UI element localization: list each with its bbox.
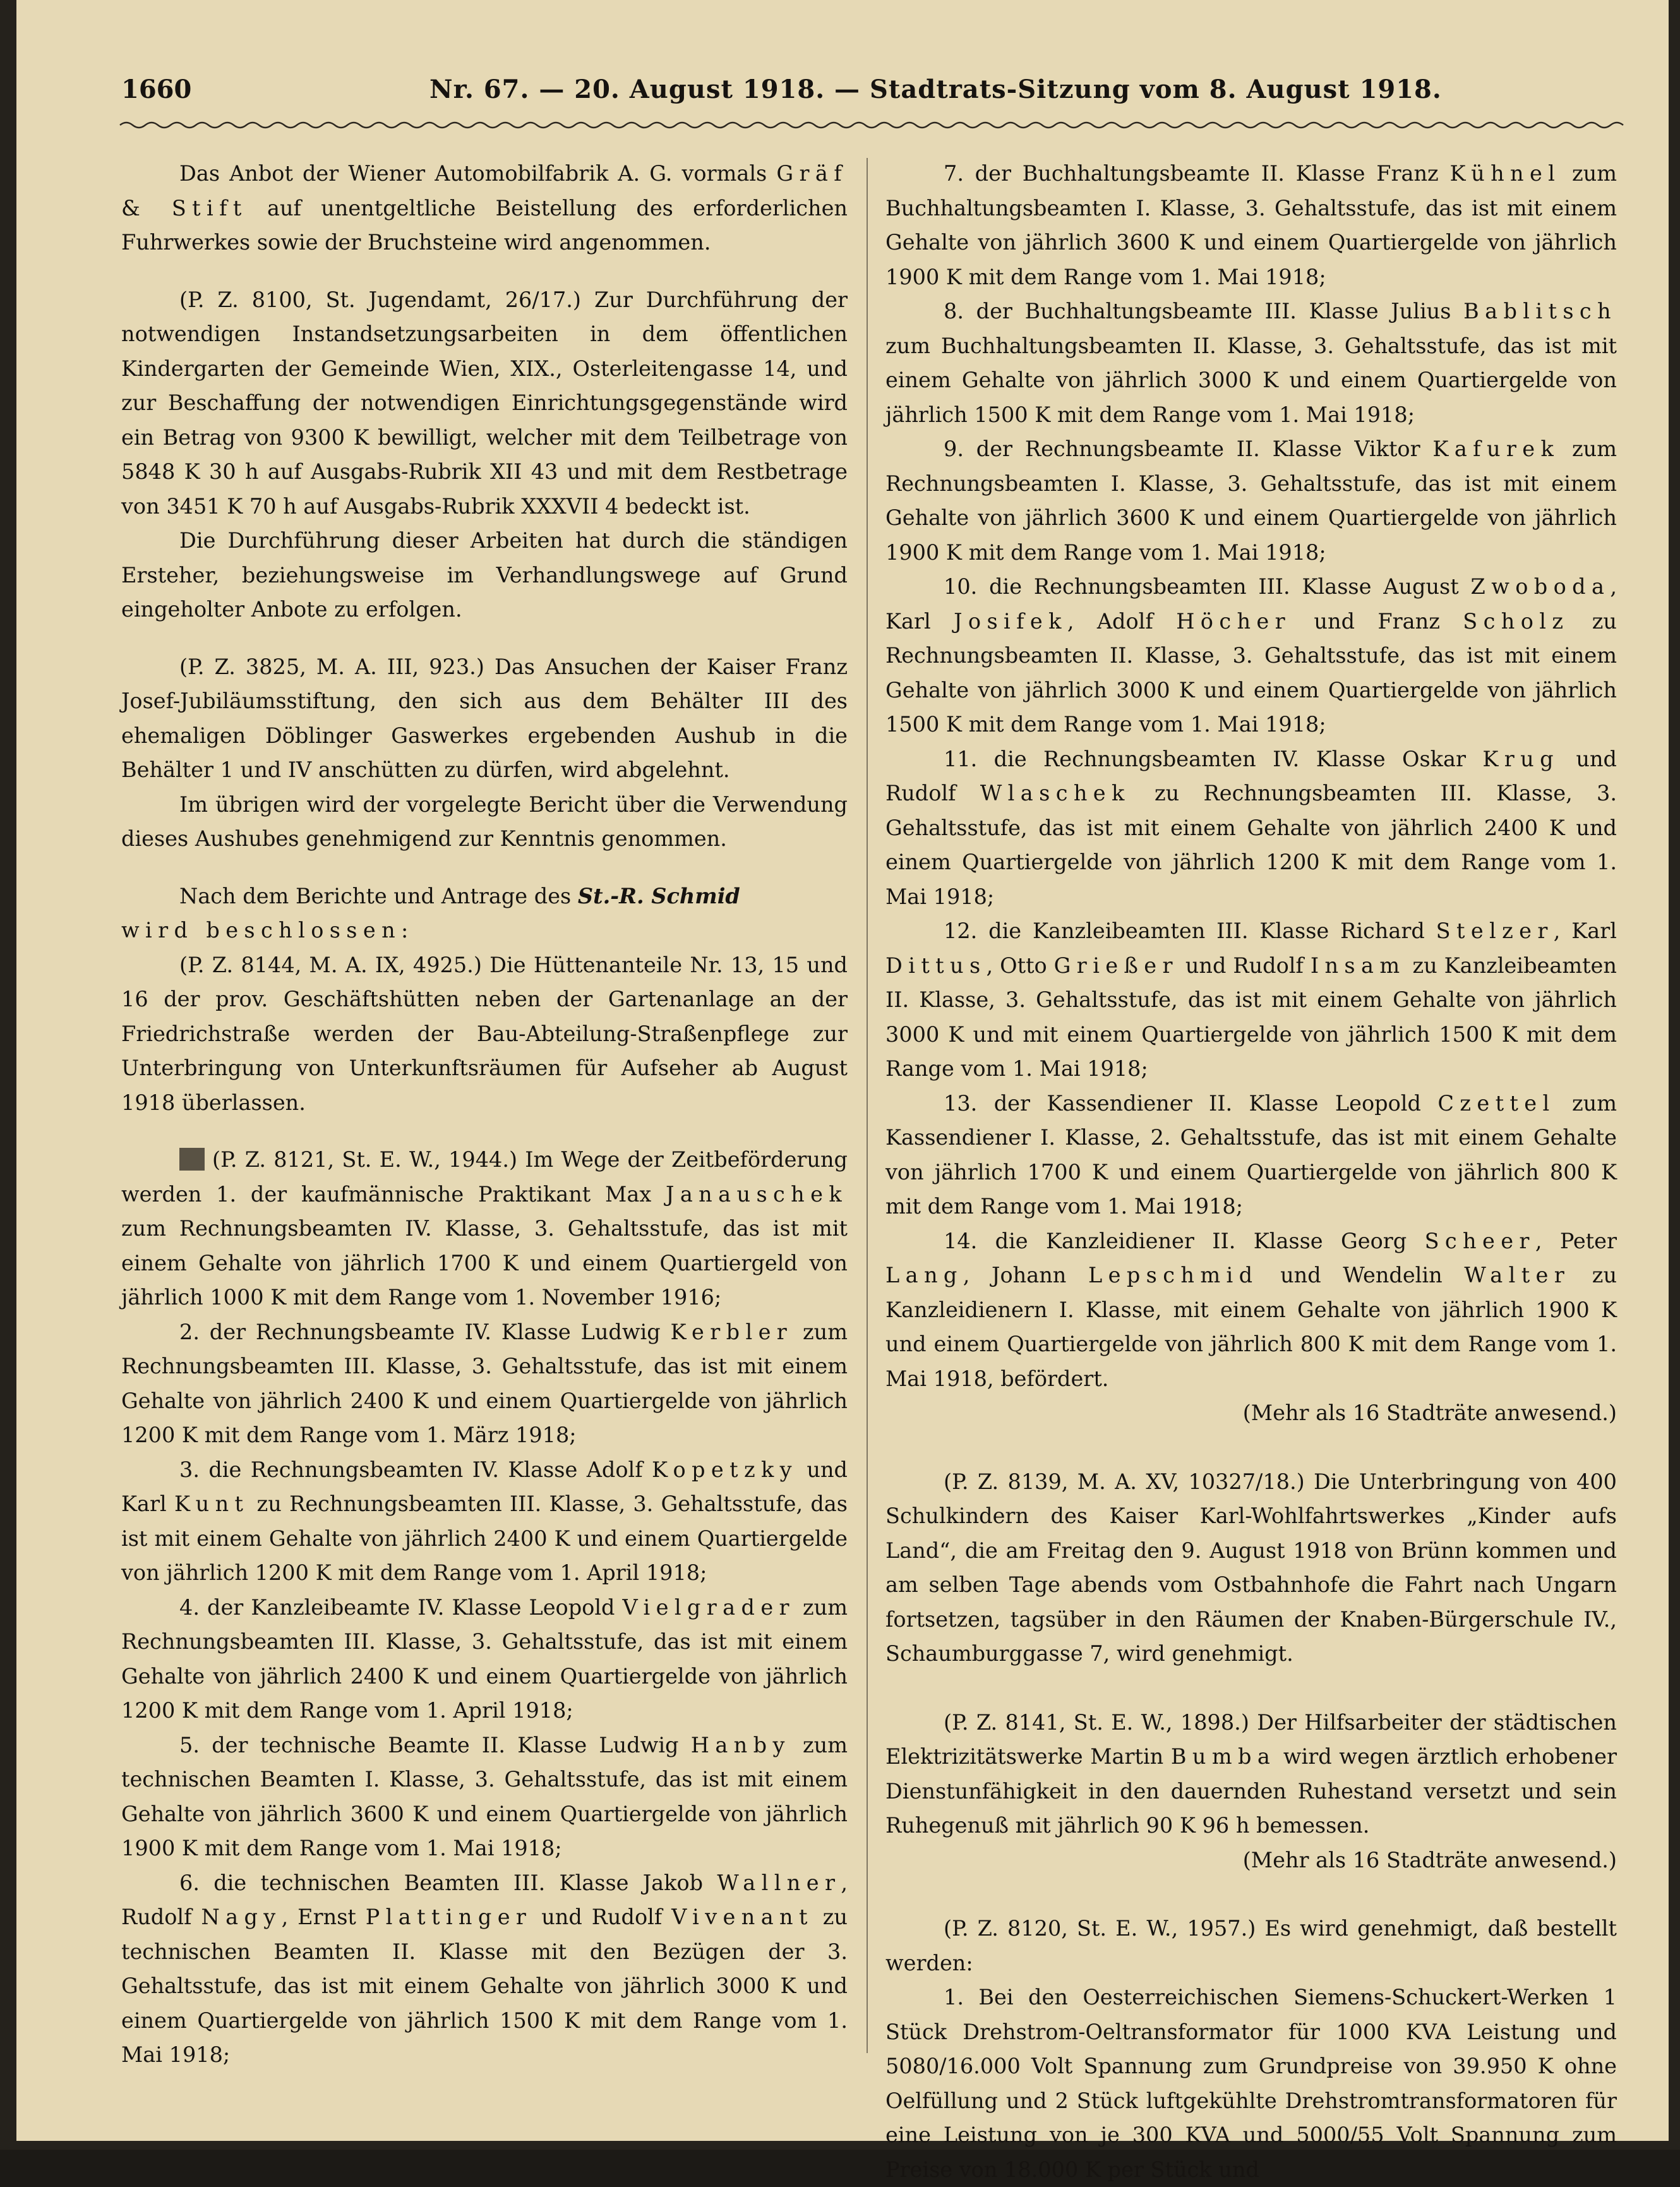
margin-stamp-icon (179, 1148, 205, 1171)
list-item-6: 6. die technischen Beamten III. Klasse Jakob Wallner, Rudolf Nagy, Ernst Plattinger und Rudolf Vivenant zu technischen Beamten II. Klasse mit den Bezügen der 3. Gehaltsstufe, das ist mit einem Gehalte von jährlich 3000 K und einem Quartiergelde von jährlich 1500 K mit dem Range vom 1. Mai 1918; (121, 1870, 848, 2067)
firm-name: Gräf & Stift (121, 161, 848, 220)
attendance-note: (Mehr als 16 Stadträte anwesend.) (1242, 1847, 1617, 1872)
header-wavy-rule (120, 119, 1629, 131)
paragraph-pz-8100: (P. Z. 8100, St. Jugendamt, 26/17.) Zur Durchführung der notwendigen Instandsetzungsarbeiten in dem öffentlichen Kindergarten der Gemeinde Wien, XIX., Osterleitengasse 14, und zur Beschaffung der notwendigen Einrichtungsgegenstände wird ein Betrag von 9300 K bewilligt, welcher mit dem Teilbetrage von 5848 K 30 h auf Ausgabs-Rubrik XII 43 und mit dem Restbetrage von 3451 K 70 h auf Ausgabs-Rubrik XXXVII 4 bedeckt ist. (121, 287, 848, 519)
list-item-5: 5. der technische Beamte II. Klasse Ludwig Hanby zum technischen Beamten I. Klasse, 3. Gehaltsstufe, das ist mit einem Gehalte von jährlich 3600 K und einem Quartiergelde von jährlich 1900 K mit dem Range vom 1. Mai 1918; (121, 1732, 848, 1860)
list-item-13: 13. der Kassendiener II. Klasse Leopold Czettel zum Kassendiener I. Klasse, 2. Gehaltsstufe, das ist mit einem Gehalte von jährlich 1700 K und einem Quartiergelde von jährlich 800 K mit dem Range vom 1. Mai 1918; (885, 1090, 1617, 1219)
page-title: Nr. 67. — 20. August 1918. — Stadtrats-Sitzung vom 8. August 1918. (429, 75, 1442, 104)
paragraph-durchfuehrung: Die Durchführung dieser Arbeiten hat durch die ständigen Ersteher, beziehungsweise im Verhandlungswege auf Grund eingeholter Anbote zu erfolgen. (121, 528, 848, 622)
paragraph-pz-8120: (P. Z. 8120, St. E. W., 1957.) Es wird genehmigt, daß bestellt werden: (885, 1916, 1617, 1975)
list-item-7: 7. der Buchhaltungsbeamte II. Klasse Franz Kühnel zum Buchhaltungsbeamten I. Klasse, 3. Gehaltsstufe, das ist mit einem Gehalte von jährlich 3600 K und einem Quartiergelde von jährlich 1900 K mit dem Range vom 1. Mai 1918; (885, 161, 1617, 289)
list-item-9: 9. der Rechnungsbeamte II. Klasse Viktor Kafurek zum Rechnungsbeamten I. Klasse, 3. Gehaltsstufe, das ist mit einem Gehalte von jährlich 3600 K und einem Quartiergelde von jährlich 1900 K mit dem Range vom 1. Mai 1918; (885, 437, 1617, 565)
scan-edge-left (0, 0, 16, 2150)
paragraph-anbot: Das Anbot der Wiener Automobilfabrik A. G. vormals Gräf & Stift auf unentgeltliche Beistellung des erforderlichen Fuhrwerkes sowie der Bruchsteine wird angenommen. (121, 161, 848, 255)
right-column (885, 157, 1617, 2187)
list-item-2: 2. der Rechnungsbeamte IV. Klasse Ludwig Kerbler zum Rechnungsbeamten III. Klasse, 3. Gehaltsstufe, das ist mit einem Gehalte von jährlich 2400 K und einem Quartiergelde von jährlich 1200 K mit dem Range vom 1. März 1918; (121, 1319, 848, 1447)
paragraph-pz-8121: (P. Z. 8121, St. E. W., 1944.) Im Wege der Zeitbeförderung werden 1. der kaufmännische Praktikant Max Janauschek zum Rechnungsbeamten IV. Klasse, 3. Gehaltsstufe, das ist mit einem Gehalte von jährlich 1700 K und einem Quartiergeld von jährlich 1000 K mit dem Range vom 1. November 1916; (121, 1147, 848, 1310)
paragraph-pz-3825: (P. Z. 3825, M. A. III, 923.) Das Ansuchen der Kaiser Franz Josef-Jubiläumsstiftung, den sich aus dem Behälter III des ehemaligen Döblinger Gaswerkes ergebenden Aushub in die Behälter 1 und IV anschütten zu dürfen, wird abgelehnt. (121, 654, 848, 782)
list-item-10: 10. die Rechnungsbeamten III. Klasse August Zwoboda, Karl Josifek, Adolf Höcher und Franz Scholz zu Rechnungsbeamten II. Klasse, 3. Gehaltsstufe, das ist mit einem Gehalte von jährlich 3000 K und einem Quartiergelde von jährlich 1500 K mit dem Range vom 1. Mai 1918; (885, 574, 1617, 737)
left-column (121, 157, 848, 2073)
page-number: 1660 (121, 75, 192, 104)
paragraph-pz-8141: (P. Z. 8141, St. E. W., 1898.) Der Hilfsarbeiter der städtischen Elektrizitätswerke Martin Bumba wird wegen ärztlich erhobener Dienstunfähigkeit in den dauernden Ruhestand versetzt und sein Ruhegenuß mit jährlich 90 K 96 h bemessen. (885, 1709, 1617, 1838)
paragraph-pz-8139: (P. Z. 8139, M. A. XV, 10327/18.) Die Unterbringung von 400 Schulkindern des Kaiser Karl-Wohlfahrtswerkes „Kinder aufs Land“, die am Freitag den 9. August 1918 von Brünn kommen und am selben Tage abends vom Ostbahnhofe die Fahrt nach Ungarn fortsetzen, tagsüber in den Räumen der Knaben-Bürgerschule IV., Schaumburggasse 7, wird genehmigt. (885, 1469, 1617, 1666)
scan-edge-right (1669, 0, 1680, 2150)
column-divider (867, 158, 868, 2053)
paragraph-aushub: Im übrigen wird der vorgelegte Bericht über die Verwendung dieses Aushubes genehmigend zur Kenntnis genommen. (121, 792, 848, 851)
list-item-3: 3. die Rechnungsbeamten IV. Klasse Adolf Kopetzky und Karl Kunt zu Rechnungsbeamten III. Klasse, 3. Gehaltsstufe, das ist mit einem Gehalte von jährlich 2400 K und einem Quartiergelde von jährlich 1200 K mit dem Range vom 1. April 1918; (121, 1457, 848, 1585)
list-item-4: 4. der Kanzleibeamte IV. Klasse Leopold Vielgrader zum Rechnungsbeamten III. Klasse, 3. Gehaltsstufe, das ist mit einem Gehalte von jährlich 2400 K und einem Quartiergelde von jährlich 1200 K mit dem Range vom 1. April 1918; (121, 1594, 848, 1723)
list-item-11: 11. die Rechnungsbeamten IV. Klasse Oskar Krug und Rudolf Wlaschek zu Rechnungsbeamten III. Klasse, 3. Gehaltsstufe, das ist mit einem Gehalte von jährlich 2400 K und einem Quartiergelde von jährlich 1200 K mit dem Range vom 1. Mai 1918; (885, 746, 1617, 909)
paragraph-bericht-schmid: Nach dem Berichte und Antrage des St.-R. Schmid wird beschlossen: (121, 883, 740, 943)
list-item-12: 12. die Kanzleibeamten III. Klasse Richard Stelzer, Karl Dittus, Otto Grießer und Rudolf Insam zu Kanzleibeamten II. Klasse, 3. Gehaltsstufe, das ist mit einem Gehalte von jährlich 3000 K und mit einem Quartiergelde von jährlich 1500 K mit dem Range vom 1. Mai 1918; (885, 919, 1617, 1081)
list-item-14: 14. die Kanzleidiener II. Klasse Georg Scheer, Peter Lang, Johann Lepschmid und Wendelin Walter zu Kanzleidienern I. Klasse, mit einem Gehalte von jährlich 1900 K und einem Quartiergelde von jährlich 800 K mit dem Range vom 1. Mai 1918, befördert. (885, 1228, 1617, 1391)
paragraph-siemens-order: 1. Bei den Oesterreichischen Siemens-Schuckert-Werken 1 Stück Drehstrom-Oeltransformator für 1000 KVA Leistung und 5080/16.000 Volt Spannung zum Grundpreise von 39.950 K ohne Oelfüllung und 2 Stück luftgekühlte Drehstromtransformatoren für eine Leistung von je 300 KVA und 5000/55 Volt Spannung zum Preise von 18.000 K per Stück und (885, 1985, 1617, 2182)
paragraph-pz-8144: (P. Z. 8144, M. A. IX, 4925.) Die Hüttenanteile Nr. 13, 15 und 16 der prov. Geschäftshütten neben der Gartenanlage an der Friedrichstraße werden der Bau-Abteilung-Straßenpflege zur Unterbringung von Unterkunftsräumen für Aufseher ab August 1918 überlassen. (121, 952, 848, 1115)
list-item-8: 8. der Buchhaltungsbeamte III. Klasse Julius Bablitsch zum Buchhaltungsbeamten II. Klasse, 3. Gehaltsstufe, das ist mit einem Gehalte von jährlich 3000 K und einem Quartiergelde von jährlich 1500 K mit dem Range vom 1. Mai 1918; (885, 299, 1617, 427)
attendance-note: (Mehr als 16 Stadträte anwesend.) (1242, 1401, 1617, 1425)
councillor-name: St.-R. Schmid (577, 883, 740, 908)
